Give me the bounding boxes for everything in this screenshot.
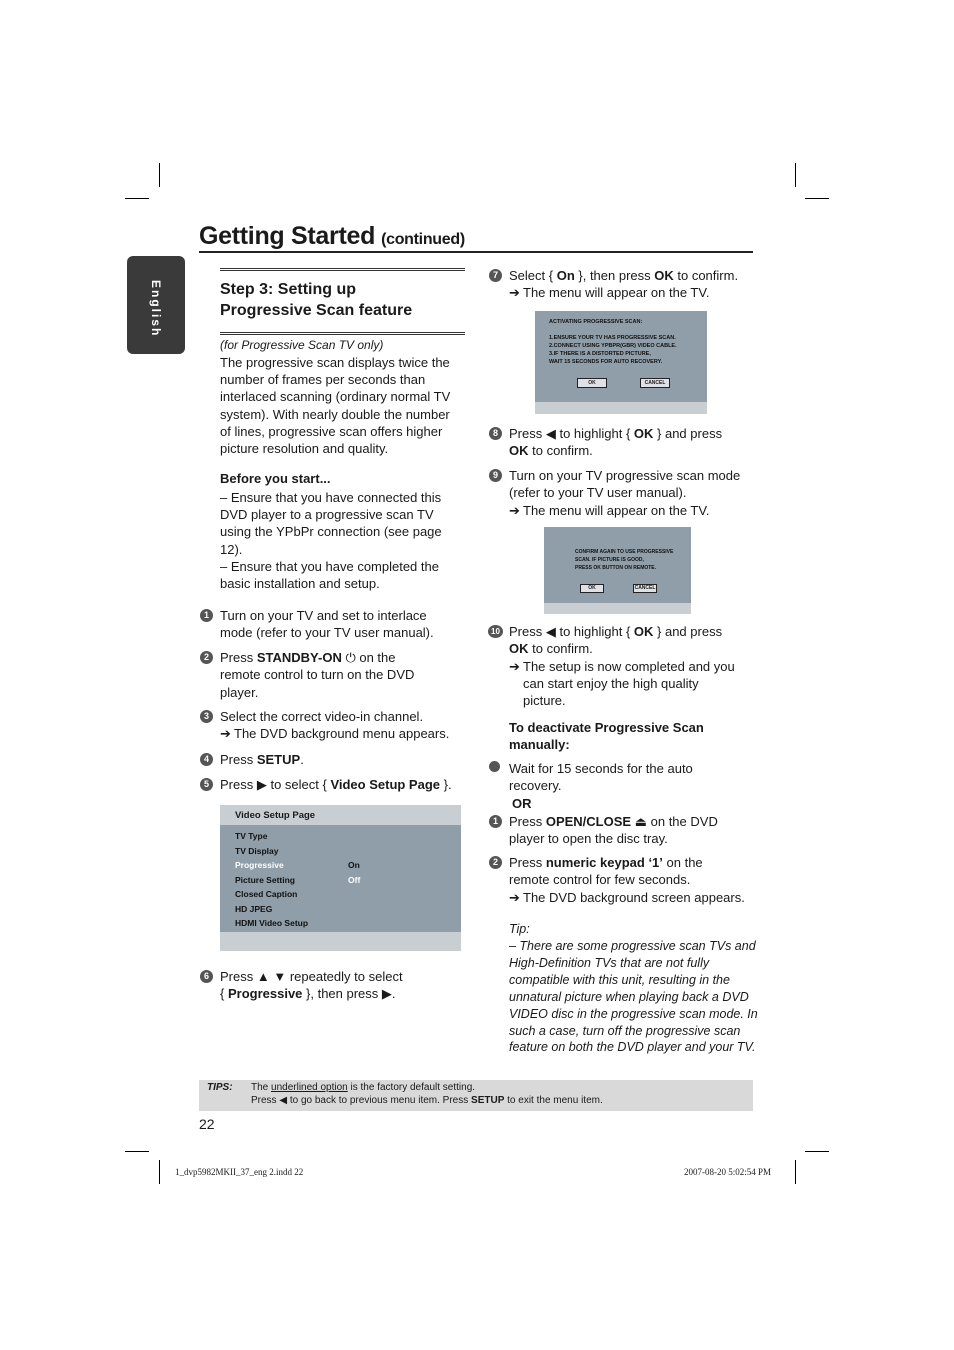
step-number-7: 7 bbox=[489, 269, 502, 282]
deactivate-step-number-2: 2 bbox=[489, 856, 502, 869]
standby-key: STANDBY-ON bbox=[256, 650, 342, 665]
step-8-text: Press ◀ to highlight { OK } and press OK to confirm. bbox=[509, 426, 723, 459]
option-on: On bbox=[348, 860, 360, 870]
step-10-text: Press ◀ to highlight { OK } and press OK to confirm. ➔ The setup is now completed and you can start enjoy the high quality picture. bbox=[509, 624, 735, 709]
step-3-text: Select the correct video-in channel. ➔ The DVD background menu appears. bbox=[220, 709, 450, 742]
deactivate-step-2-text: Press numeric keypad ‘1’ on the remote control for few seconds. ➔ The DVD background screen appears. bbox=[509, 855, 745, 905]
screen-ok-button: OK bbox=[577, 378, 607, 388]
crop-mark bbox=[795, 1160, 796, 1184]
step-number-9: 9 bbox=[489, 469, 502, 482]
step-5-text: Press ▶ to select { Video Setup Page }. bbox=[220, 777, 452, 792]
footer-timestamp: 2007-08-20 5:02:54 PM bbox=[684, 1167, 772, 1177]
step-4-text: Press SETUP. bbox=[220, 752, 304, 767]
language-label: English bbox=[149, 280, 163, 338]
tip-text: – There are some progressive scan TVs and High-Definition TVs that are not fully compatible with this unit, resulting in the unnatural picture when playing back a DVD VIDEO disc in the progressive scan mode. In such a case, turn off the progressive scan feature on both the DVD player and your TV. bbox=[509, 939, 758, 1055]
result-arrow-icon: ➔ bbox=[509, 285, 520, 301]
title-rule bbox=[199, 251, 753, 253]
result-arrow-icon: ➔ bbox=[509, 889, 520, 905]
video-setup-menu-footer bbox=[220, 932, 461, 951]
up-down-arrow-icon: ▲ ▼ bbox=[256, 969, 287, 984]
progressive-note: (for Progressive Scan TV only) bbox=[220, 338, 384, 352]
left-arrow-icon: ◀ bbox=[279, 1095, 288, 1106]
screen-cancel-button: CANCEL bbox=[634, 585, 656, 591]
bullet-text: Wait for 15 seconds for the auto recovery. bbox=[509, 761, 693, 794]
crop-mark bbox=[805, 1151, 829, 1152]
result-arrow-icon: ➔ bbox=[509, 658, 520, 674]
footer-filename: 1_dvp5982MKII_37_eng 2.indd 22 bbox=[175, 1167, 304, 1177]
step-number-1: 1 bbox=[200, 609, 213, 622]
screen-cancel-button: CANCEL bbox=[640, 378, 670, 388]
result-arrow-icon: ➔ bbox=[220, 726, 231, 742]
page-number: 22 bbox=[199, 1116, 215, 1132]
deactivate-step-1-text: Press OPEN/CLOSE ⏏ on the DVD player to open the disc tray. bbox=[509, 814, 718, 847]
tv-screen-footer bbox=[544, 603, 691, 614]
right-arrow-icon: ▶ bbox=[256, 777, 267, 792]
step-number-4: 4 bbox=[200, 753, 213, 766]
step-heading: Step 3: Setting up Progressive Scan feature bbox=[220, 268, 465, 335]
menu-item-tv-type: TV Type bbox=[235, 831, 268, 841]
step-number-2: 2 bbox=[200, 651, 213, 664]
crop-mark bbox=[805, 198, 829, 199]
step-number-6: 6 bbox=[200, 970, 213, 983]
step-1-text: Turn on your TV and set to interlace mode (refer to your TV user manual). bbox=[220, 608, 434, 641]
before-heading: Before you start... bbox=[220, 471, 331, 486]
menu-item-hdmi-video-setup: HDMI Video Setup bbox=[235, 918, 309, 928]
menu-item-closed-caption: Closed Caption bbox=[235, 889, 298, 899]
menu-item-hd-jpeg: HD JPEG bbox=[235, 904, 273, 914]
step-6-text: Press ▲ ▼ repeatedly to select { Progressive }, then press ▶. bbox=[220, 969, 403, 1002]
language-tab bbox=[127, 256, 185, 354]
tv-screen-activating: ACTIVATING PROGRESSIVE SCAN: 1.ENSURE YOUR TV HAS PROGRESSIVE SCAN. 2.CONNECT USING YPBPR(GBR) VIDEO CABLE. 3.IF THERE IS A DISTORTED PICTURE, WAIT 15 SECONDS FOR AUTO RECOVERY. OK CANCEL bbox=[535, 311, 707, 402]
tv-screen-confirm: CONFIRM AGAIN TO USE PROGRESSIVE SCAN. IF PICTURE IS GOOD, PRESS OK BUTTON ON REMOTE. OK CANCEL bbox=[544, 527, 691, 603]
tips-bar bbox=[199, 1080, 753, 1111]
step-number-3: 3 bbox=[200, 710, 213, 723]
crop-mark bbox=[125, 1151, 149, 1152]
tips-line-2: Press ◀ to go back to previous menu item. Press SETUP to exit the menu item. bbox=[251, 1095, 603, 1106]
deactivate-heading: To deactivate Progressive Scan manually: bbox=[509, 720, 704, 753]
right-arrow-icon: ▶ bbox=[381, 986, 392, 1002]
video-setup-menu bbox=[220, 825, 461, 932]
or-label: OR bbox=[512, 796, 532, 811]
menu-item-picture-setting: Picture Setting bbox=[235, 875, 295, 885]
step-9-text: Turn on your TV progressive scan mode (refer to your TV user manual). ➔ The menu will appear on the TV. bbox=[509, 468, 741, 518]
deactivate-step-number-1: 1 bbox=[489, 815, 502, 828]
video-setup-menu-header: Video Setup Page bbox=[220, 805, 461, 825]
menu-item-progressive: Progressive bbox=[235, 860, 284, 870]
before-list: – Ensure that you have connected this DVD player to a progressive scan TV using the YPbPr connection (see page 12). – Ensure that you have completed the basic installation and setup. bbox=[220, 490, 442, 592]
menu-item-tv-display: TV Display bbox=[235, 846, 279, 856]
crop-mark bbox=[125, 198, 149, 199]
option-off: Off bbox=[348, 875, 361, 885]
left-arrow-icon: ◀ bbox=[545, 426, 556, 441]
screen-ok-button: OK bbox=[580, 584, 604, 593]
power-icon: ⏻ bbox=[345, 650, 356, 665]
page-title: Getting Started (continued) bbox=[199, 222, 465, 250]
step-2-text: Press STANDBY-ON ⏻ on the remote control to turn on the DVD player. bbox=[220, 650, 415, 700]
crop-mark bbox=[159, 163, 160, 187]
crop-mark bbox=[795, 163, 796, 187]
intro-paragraph: The progressive scan displays twice the number of frames per seconds than interlaced scanning (ordinary normal TV system). With nearly double the number of lines, progressive scan offers higher picture resolution and quality. bbox=[220, 355, 451, 457]
step-number-5: 5 bbox=[200, 778, 213, 791]
step-7-text: Select { On }, then press OK to confirm. ➔ The menu will appear on the TV. bbox=[509, 268, 739, 301]
tip-label: Tip: bbox=[509, 922, 530, 936]
left-arrow-icon: ◀ bbox=[545, 624, 556, 639]
step-number-10: 10 bbox=[488, 625, 503, 638]
tips-line-1: The underlined option is the factory default setting. bbox=[251, 1082, 476, 1093]
bullet-icon bbox=[489, 761, 500, 772]
setup-key: SETUP bbox=[256, 752, 301, 767]
title-continued: (continued) bbox=[381, 231, 465, 248]
tv-screen-footer bbox=[535, 402, 707, 414]
eject-icon: ⏏ bbox=[634, 814, 648, 829]
result-arrow-icon: ➔ bbox=[509, 502, 520, 518]
tips-label: TIPS: bbox=[207, 1082, 233, 1093]
crop-mark bbox=[159, 1160, 160, 1184]
step-number-8: 8 bbox=[489, 427, 502, 440]
